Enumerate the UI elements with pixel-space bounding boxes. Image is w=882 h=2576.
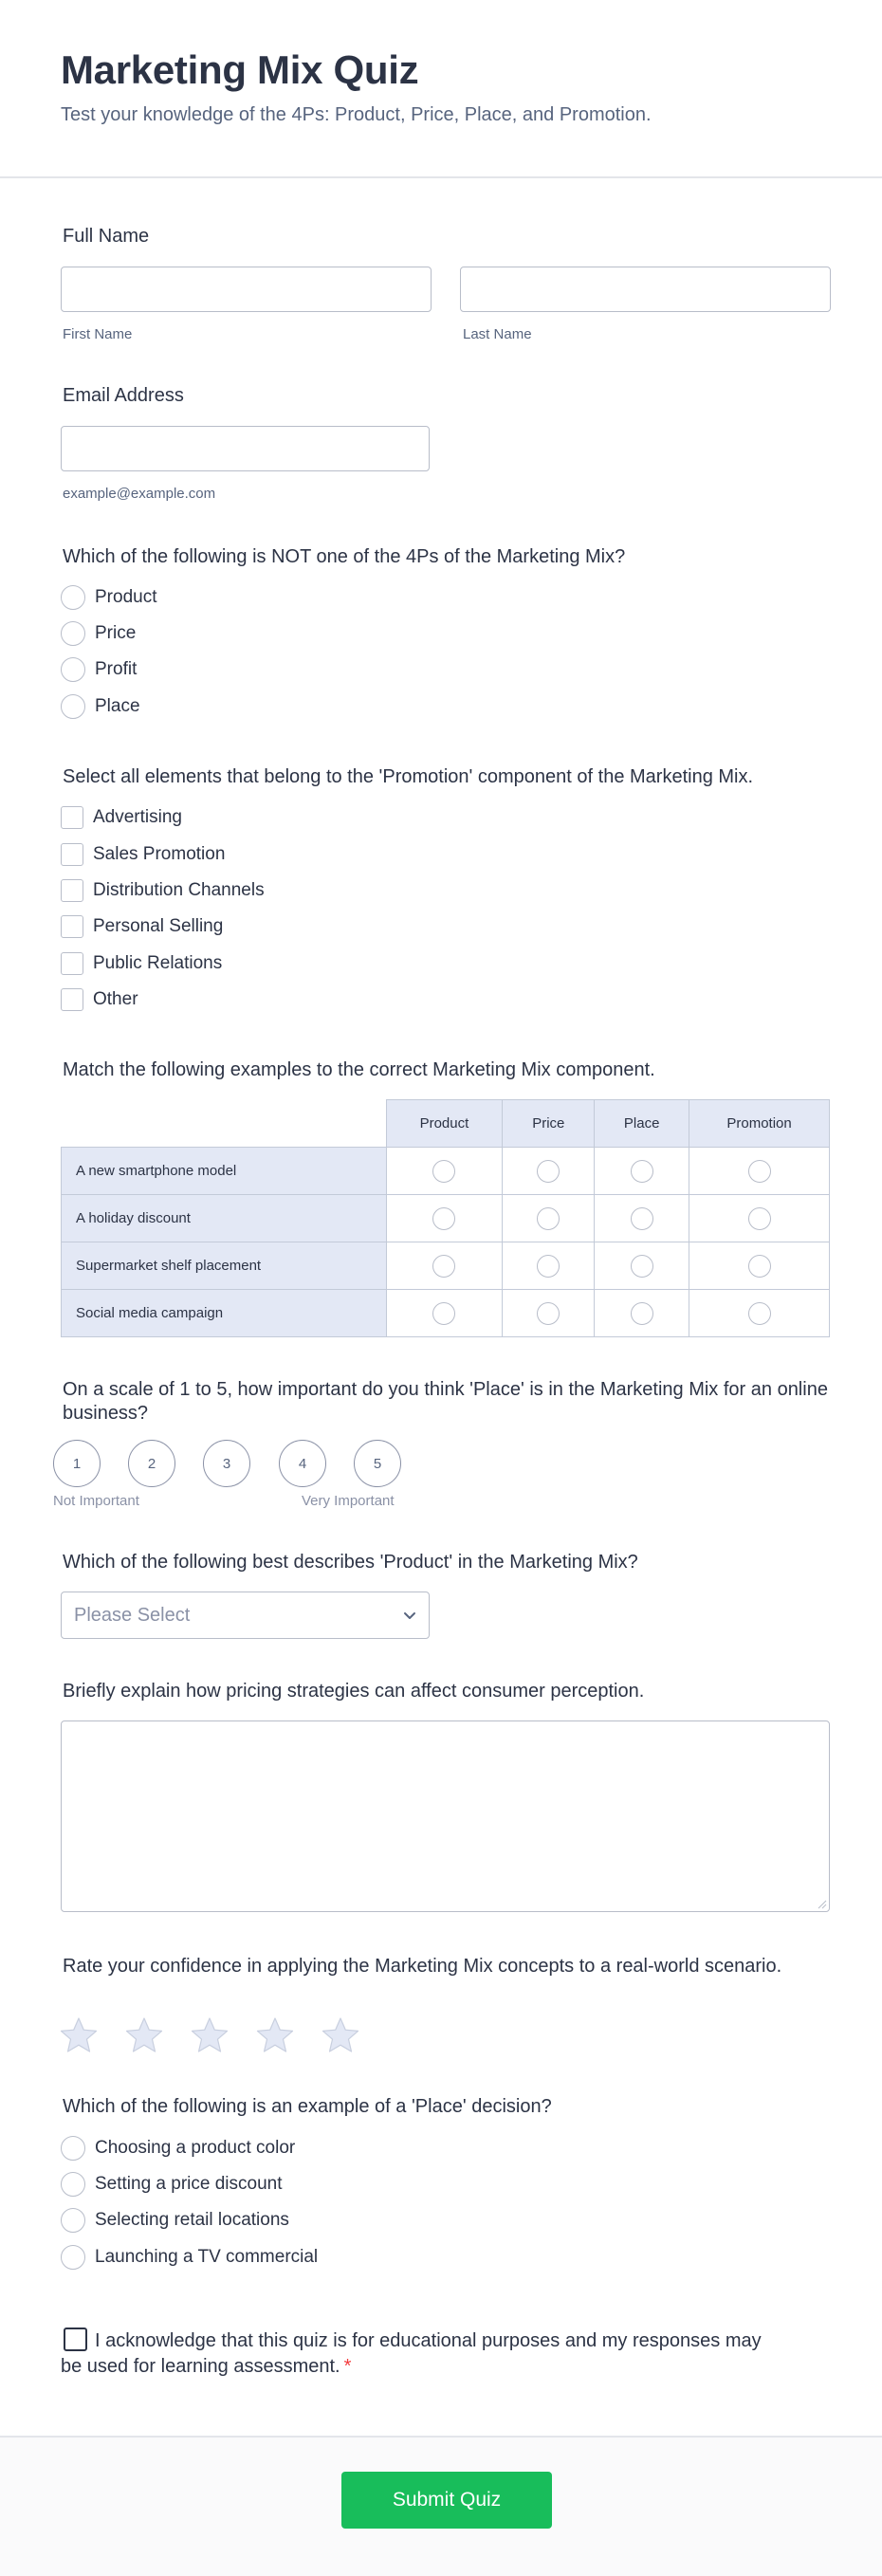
place-option[interactable]	[61, 2207, 289, 2234]
matrix-cell[interactable]	[386, 1242, 503, 1290]
star-icon[interactable]	[321, 2015, 360, 2055]
scale-high-label: Very Important	[302, 1493, 395, 1509]
matrix-column-header: Product	[386, 1100, 503, 1148]
radio-button[interactable]	[432, 1207, 455, 1230]
matrix-cell[interactable]	[503, 1290, 595, 1337]
matrix-table	[61, 1099, 830, 1337]
consent-text: I acknowledge that this quiz is for educational purposes and my responses may be used for learning assessment.	[61, 2330, 762, 2377]
radio-button[interactable]	[537, 1255, 560, 1278]
q1-option-label: Product	[95, 587, 157, 607]
email-label: Email Address	[63, 385, 184, 406]
form-header	[0, 0, 882, 178]
radio-button[interactable]	[631, 1302, 653, 1325]
radio-button[interactable]	[61, 694, 85, 719]
form-title: Marketing Mix Quiz	[61, 47, 419, 92]
q2-option[interactable]	[61, 804, 182, 831]
place-option-label: Launching a TV commercial	[95, 2247, 319, 2267]
matrix-cell[interactable]	[386, 1195, 503, 1242]
q1-option[interactable]	[61, 620, 136, 647]
radio-button[interactable]	[748, 1255, 771, 1278]
matrix-row	[62, 1148, 830, 1195]
q2-option[interactable]	[61, 950, 222, 977]
matrix-row-label: A new smartphone model	[62, 1148, 387, 1195]
checkbox[interactable]	[61, 915, 83, 938]
place-option-label: Selecting retail locations	[95, 2210, 289, 2230]
last-name-input[interactable]	[460, 267, 831, 312]
star-icon[interactable]	[59, 2015, 99, 2055]
chevron-down-icon	[402, 1608, 417, 1623]
q1-question: Which of the following is NOT one of the 4Ps of the Marketing Mix?	[63, 546, 626, 567]
place-option[interactable]	[61, 2244, 318, 2271]
consent-field	[61, 2328, 763, 2380]
star-icon[interactable]	[255, 2015, 295, 2055]
first-name-input[interactable]	[61, 267, 432, 312]
radio-button[interactable]	[748, 1207, 771, 1230]
radio-button[interactable]	[61, 657, 85, 682]
scale-option-5[interactable]: 5	[354, 1440, 401, 1487]
q2-option-label: Distribution Channels	[93, 880, 265, 900]
matrix-row-label: Social media campaign	[62, 1290, 387, 1337]
star-icon[interactable]	[124, 2015, 164, 2055]
checkbox[interactable]	[61, 879, 83, 902]
form-subtitle: Test your knowledge of the 4Ps: Product, Price, Place, and Promotion.	[61, 104, 652, 125]
matrix-row	[62, 1290, 830, 1337]
email-sublabel: example@example.com	[63, 486, 216, 502]
scale-low-label: Not Important	[53, 1493, 139, 1509]
matrix-cell[interactable]	[386, 1148, 503, 1195]
place-question: Which of the following is an example of a 'Place' decision?	[63, 2096, 552, 2117]
q2-option-label: Other	[93, 989, 138, 1009]
checkbox[interactable]	[61, 806, 83, 829]
product-dropdown[interactable]	[61, 1592, 430, 1639]
radio-button[interactable]	[432, 1255, 455, 1278]
rating-question: Rate your confidence in applying the Marketing Mix concepts to a real-world scenario.	[63, 1956, 782, 1977]
q1-option[interactable]	[61, 656, 137, 683]
matrix-cell[interactable]	[595, 1148, 689, 1195]
dropdown-question: Which of the following best describes 'Product' in the Marketing Mix?	[63, 1552, 638, 1573]
scale-option-1[interactable]: 1	[53, 1440, 101, 1487]
place-option[interactable]	[61, 2135, 295, 2162]
q2-option-label: Sales Promotion	[93, 844, 226, 864]
matrix-cell[interactable]	[386, 1290, 503, 1337]
submit-button[interactable]: Submit Quiz	[341, 2472, 552, 2529]
radio-button[interactable]	[61, 621, 85, 646]
matrix-column-header: Place	[595, 1100, 689, 1148]
matrix-header-row	[62, 1100, 830, 1148]
checkbox[interactable]	[61, 843, 83, 866]
radio-button[interactable]	[537, 1160, 560, 1183]
q2-option-label: Public Relations	[93, 953, 223, 973]
required-marker: *	[343, 2356, 352, 2377]
email-input[interactable]	[61, 426, 430, 471]
matrix-question: Match the following examples to the correct Marketing Mix component.	[63, 1059, 655, 1080]
radio-button[interactable]	[537, 1302, 560, 1325]
radio-button[interactable]	[537, 1207, 560, 1230]
scale-option-4[interactable]: 4	[279, 1440, 326, 1487]
matrix-cell[interactable]	[689, 1242, 830, 1290]
q2-option-label: Advertising	[93, 807, 182, 827]
radio-button[interactable]	[631, 1255, 653, 1278]
radio-button[interactable]	[748, 1160, 771, 1183]
radio-button[interactable]	[748, 1302, 771, 1325]
textarea-question: Briefly explain how pricing strategies can affect consumer perception.	[63, 1681, 645, 1702]
checkbox[interactable]	[61, 952, 83, 975]
matrix-cell[interactable]	[595, 1242, 689, 1290]
matrix-cell[interactable]	[689, 1148, 830, 1195]
radio-button[interactable]	[61, 2136, 85, 2161]
last-name-sublabel: Last Name	[463, 326, 532, 342]
dropdown-placeholder: Please Select	[74, 1605, 191, 1626]
matrix-cell[interactable]	[595, 1195, 689, 1242]
matrix-row-label: Supermarket shelf placement	[62, 1242, 387, 1290]
q1-option-label: Profit	[95, 659, 138, 679]
radio-button[interactable]	[432, 1160, 455, 1183]
q1-option-label: Place	[95, 696, 140, 716]
matrix-cell[interactable]	[689, 1195, 830, 1242]
matrix-column-header: Price	[503, 1100, 595, 1148]
q2-option-label: Personal Selling	[93, 916, 224, 936]
q1-option-label: Price	[95, 623, 137, 643]
radio-button[interactable]	[631, 1160, 653, 1183]
matrix-cell[interactable]	[503, 1242, 595, 1290]
q2-option[interactable]	[61, 841, 225, 868]
pricing-explanation-textarea[interactable]	[61, 1720, 830, 1912]
matrix-corner	[62, 1100, 387, 1148]
matrix-row	[62, 1195, 830, 1242]
matrix-row	[62, 1242, 830, 1290]
q2-option[interactable]	[61, 986, 138, 1013]
matrix-cell[interactable]	[595, 1290, 689, 1337]
matrix-cell[interactable]	[689, 1290, 830, 1337]
place-option[interactable]	[61, 2171, 283, 2198]
q2-option[interactable]	[61, 913, 223, 940]
radio-button[interactable]	[61, 2172, 85, 2197]
radio-button[interactable]	[61, 2245, 85, 2270]
matrix-cell[interactable]	[503, 1195, 595, 1242]
scale-question: On a scale of 1 to 5, how important do you think 'Place' is in the Marketing Mix for an online business?	[63, 1379, 828, 1424]
star-icon[interactable]	[190, 2015, 230, 2055]
scale-option-3[interactable]: 3	[203, 1440, 250, 1487]
radio-button[interactable]	[631, 1207, 653, 1230]
place-option-label: Setting a price discount	[95, 2174, 283, 2194]
radio-button[interactable]	[61, 2208, 85, 2233]
q2-question: Select all elements that belong to the 'Promotion' component of the Marketing Mix.	[63, 766, 754, 787]
q1-option[interactable]	[61, 584, 156, 611]
radio-button[interactable]	[61, 585, 85, 610]
matrix-row-label: A holiday discount	[62, 1195, 387, 1242]
radio-button[interactable]	[432, 1302, 455, 1325]
consent-checkbox[interactable]	[64, 2328, 87, 2351]
full-name-label: Full Name	[63, 226, 150, 247]
matrix-column-header: Promotion	[689, 1100, 830, 1148]
q1-option[interactable]	[61, 693, 140, 720]
place-option-label: Choosing a product color	[95, 2138, 296, 2158]
q2-option[interactable]	[61, 877, 265, 904]
resize-grip-icon[interactable]	[818, 1900, 827, 1909]
checkbox[interactable]	[61, 988, 83, 1011]
matrix-cell[interactable]	[503, 1148, 595, 1195]
scale-option-2[interactable]: 2	[128, 1440, 175, 1487]
first-name-sublabel: First Name	[63, 326, 133, 342]
